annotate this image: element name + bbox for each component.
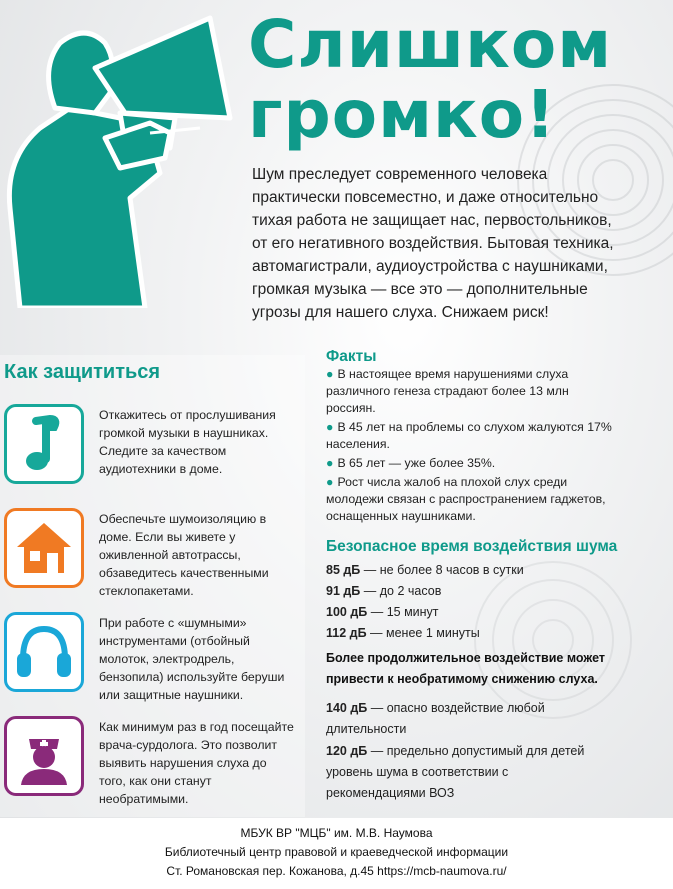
safe-exposure-title: Безопасное время воздействия шума: [326, 538, 618, 555]
bullet-icon: ●: [326, 475, 334, 489]
doctor-icon: [4, 716, 84, 796]
fact-item: ● В 45 лет на проблемы со слухом жалуются 17% населения.: [326, 420, 612, 451]
limit-row: 140 дБ — опасно воздействие любой длительности: [326, 701, 545, 736]
footer: [0, 818, 673, 889]
facts-title: Факты: [326, 348, 377, 365]
fact-item: ● Рост числа жалоб на плохой слух среди молодежи связан с распространением гаджетов, оснащенных наушниками.: [326, 475, 606, 523]
page-title: [248, 6, 668, 153]
title-line-1: Слишком: [248, 6, 613, 83]
tip-doctor-text: Как минимум раз в год посещайте врача-сурдолога. Это позволит выявить нарушения слуха до того, как они станут необратимыми.: [99, 720, 294, 806]
fact-item: ● В 65 лет — уже более 35%.: [326, 456, 496, 470]
limits-list: [326, 698, 610, 805]
tip-music-text: Откажитесь от прослушивания громкой музыки в наушниках. Следите за качеством аудиотехники в доме.: [99, 408, 276, 476]
exposure-row: 91 дБ — до 2 часов: [326, 584, 442, 598]
protect-title: Как защититься: [4, 361, 161, 383]
tip-music: [4, 404, 300, 488]
footer-address: Ст. Романовская пер. Кожанова, д.45 https://mcb-naumova.ru/: [166, 864, 507, 878]
exposure-row: 100 дБ — 15 минут: [326, 605, 439, 619]
tip-headphones-text: При работе с «шумными» инструментами (отбойный молоток, электродрель, бензопила) используйте беруши или защитные наушники.: [99, 616, 285, 702]
megaphone-person-icon: [0, 8, 240, 308]
exposure-row: 85 дБ — не более 8 часов в сутки: [326, 563, 524, 577]
tip-house-text: Обеспечьте шумоизоляцию в доме. Если вы живете у оживленной автотрассы, обзаведитесь качественными стеклопакетами.: [99, 512, 269, 598]
title-line-2: громко!: [248, 76, 557, 153]
limit-row: 120 дБ — предельно допустимый для детей уровень шума в соответствии с рекомендациями ВОЗ: [326, 744, 585, 800]
bullet-icon: ●: [326, 456, 334, 470]
warning-text: Более продолжительное воздействие может привести к необратимому снижению слуха.: [326, 651, 605, 686]
headphones-icon: [4, 612, 84, 692]
fact-item: ● В настоящее время нарушениями слуха различного генеза страдают более 13 млн россиян.: [326, 367, 569, 415]
tip-house: [4, 508, 300, 598]
exposure-row: 112 дБ — менее 1 минуты: [326, 626, 480, 640]
music-note-icon: [4, 404, 84, 484]
exposure-list: [326, 560, 626, 644]
footer-center: Библиотечный центр правовой и краеведческой информации: [164, 845, 509, 859]
house-icon: [4, 508, 84, 588]
bullet-icon: ●: [326, 367, 334, 381]
tip-doctor: [4, 716, 300, 806]
bullet-icon: ●: [326, 420, 334, 434]
facts-list: [326, 366, 614, 527]
tip-headphones: [4, 612, 300, 702]
footer-org: МБУК ВР "МЦБ" им. М.В. Наумова: [240, 826, 433, 840]
intro-paragraph: Шум преследует современного человека практически повсеместно, и даже относительно тихая работа не защищает нас, первостольников, от его негативного воздействия. Бытовая техника, автомагистрали, аудиоустройства с наушниками, громкая музыка — все это — дополнительные угрозы для нашего слуха. Снижаем риск!: [252, 166, 614, 321]
